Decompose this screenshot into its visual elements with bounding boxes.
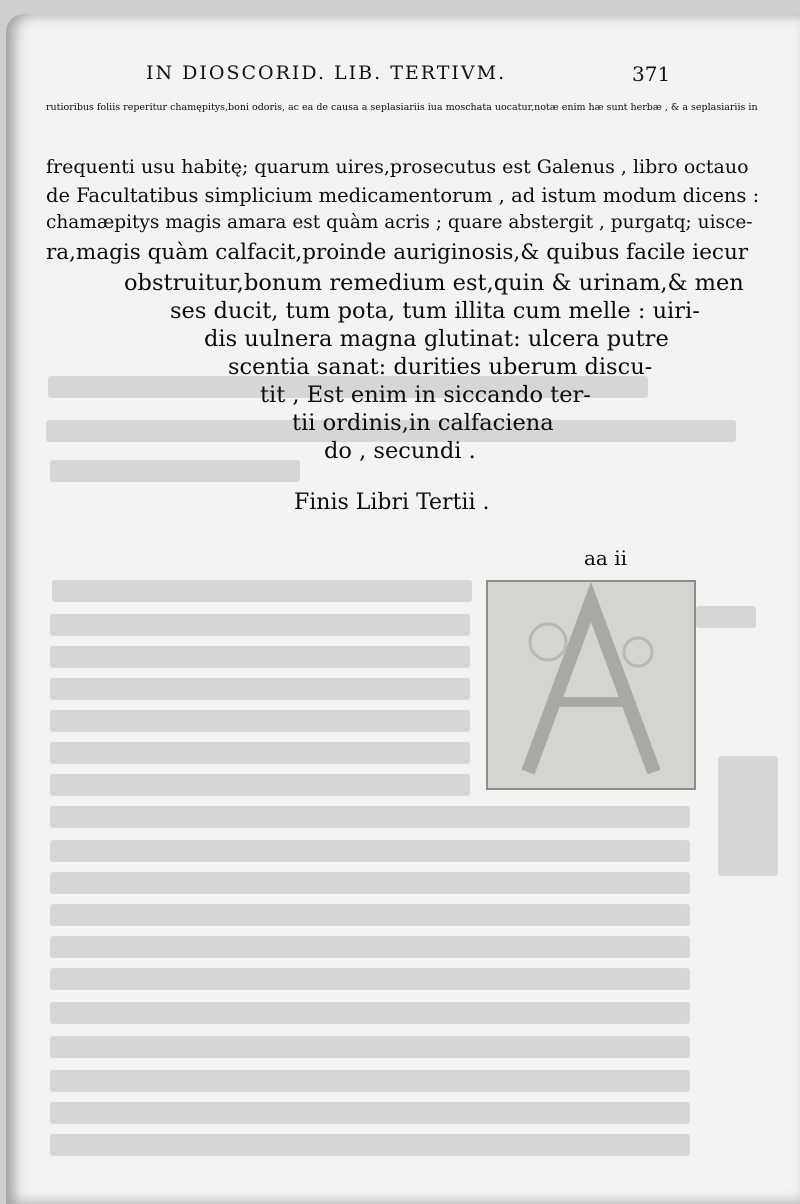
- text-line: frequenti usu habitę; quarum uires,prosecutus est Galenus , libro octauo: [46, 156, 749, 178]
- text-line: rutioribus foliis reperitur chamępitys,boni odoris, ac ea de causa a seplasiariis iua moschata uocatur,notæ enim hæ sunt herbæ , & a seplasiariis in: [46, 102, 758, 113]
- text-line: ra,magis quàm calfacit,proinde auriginosis,& quibus facile iecur: [46, 240, 749, 265]
- text-line: chamæpitys magis amara est quàm acris ; quare abstergit , purgatq; uisce-: [46, 212, 753, 233]
- text-line: scentia sanat: durities uberum discu-: [228, 354, 653, 380]
- text-line: de Facultatibus simplicium medicamentorum , ad istum modum dicens :: [46, 184, 760, 207]
- book-end-title: Finis Libri Tertii .: [294, 490, 490, 515]
- book-page: [6, 14, 800, 1204]
- text-line: ses ducit, tum pota, tum illita cum melle : uiri-: [170, 298, 700, 324]
- running-header: IN DIOSCORID. LIB. TERTIVM.: [146, 62, 507, 84]
- page-number: 371: [632, 62, 671, 86]
- text-line: tit , Est enim in siccando ter-: [260, 382, 591, 408]
- woodcut-texture: [488, 582, 694, 788]
- woodcut-initial-bleed: [486, 580, 696, 790]
- text-line: do , secundi .: [324, 438, 476, 464]
- text-line: dis uulnera magna glutinat: ulcera putre: [204, 326, 669, 352]
- text-line: obstruitur,bonum remedium est,quin & urinam,& men: [124, 270, 744, 296]
- text-line: tii ordinis,in calfaciena: [292, 410, 554, 436]
- signature-mark: aa ii: [584, 546, 627, 570]
